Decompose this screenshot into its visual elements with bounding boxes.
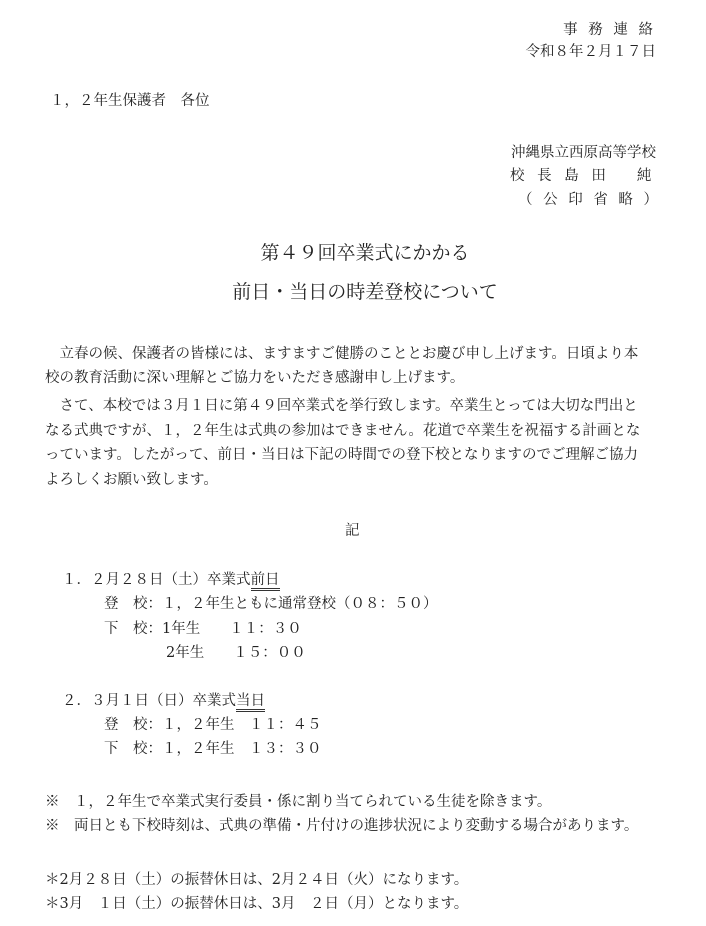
sender-principal: 校 長 島 田 純 (510, 168, 656, 184)
holiday-note: ＊2月２８日（土）の振替休日は、2月２４日（火）になります。 (45, 872, 469, 888)
seal-note: （ 公 印 省 略 ） (518, 192, 662, 208)
body-line: よろしくお願い致します。 (45, 472, 218, 488)
doc-type: 事 務 連 絡 (563, 22, 656, 38)
item2-heading (62, 691, 265, 711)
item1-arrival: 登 校：１，２年生ともに通常登校（０８：５０） (104, 596, 438, 612)
item1-dismissal-2: 2年生 １５：００ (166, 645, 306, 661)
doc-date: 令和８年２月１７日 (525, 44, 656, 60)
sender-school: 沖縄県立西原高等学校 (511, 145, 656, 161)
item2-dismissal: 下 校：１，２年生 １３：３０ (104, 741, 322, 757)
body-line: 校の教育活動に深い理解とご協力をいただき感謝申し上げます。 (45, 370, 465, 386)
note: ※ 両日とも下校時刻は、式典の準備・片付けの進捗状況により変動する場合があります。 (45, 818, 639, 834)
item2-arrival: 登 校：１，２年生 １１：４５ (104, 717, 322, 733)
holiday-note: ＊3月 １日（土）の振替休日は、3月 ２日（月）となります。 (45, 896, 469, 912)
title-line-1: 第４９回卒業式にかかる (260, 242, 470, 264)
body-line: さて、本校では３月１日に第４９回卒業式を挙行致します。卒業生とっては大切な門出と (45, 398, 638, 414)
title-line-2: 前日・当日の時差登校について (232, 281, 498, 303)
addressee: １，２年生保護者 各位 (50, 93, 210, 109)
body-line: 立春の候、保護者の皆様には、ますますご健勝のこととお慶び申し上げます。日頃より本 (45, 346, 639, 362)
note: ※ １，２年生で卒業式実行委員・係に割り当てられている生徒を除きます。 (45, 794, 552, 810)
item2-heading-text: ２．３月１日（日）卒業式 (62, 693, 236, 709)
item1-heading (62, 570, 280, 590)
item1-heading-text: １．２月２８日（土）卒業式 (62, 572, 251, 588)
body-line: っています。したがって、前日・当日は下記の時間での登下校となりますのでご理解ご協力 (45, 447, 639, 463)
item1-dismissal-1: 下 校：1年生 １１：３０ (104, 621, 302, 637)
body-line: なる式典ですが、１，２年生は式典の参加はできません。花道で卒業生を祝福する計画とな (45, 423, 641, 439)
ki-heading: 記 (345, 523, 360, 539)
item2-heading-underlined: 当日 (236, 693, 265, 712)
item1-heading-underlined: 前日 (251, 572, 280, 591)
